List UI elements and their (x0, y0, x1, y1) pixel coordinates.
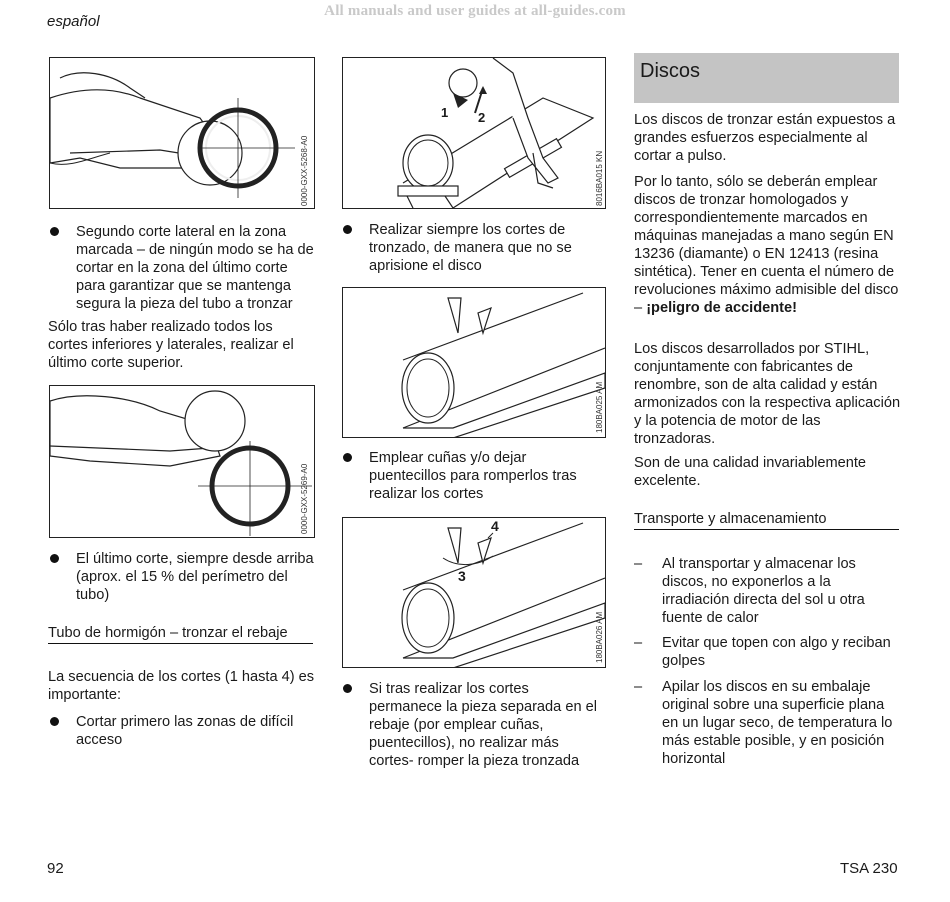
bullet-item (341, 449, 603, 503)
bullet-text: Realizar siempre los cortes de tronzado, de manera que no se aprisione el disco (369, 222, 572, 274)
paragraph: La secuencia de los cortes (1 hasta 4) es importante: (48, 669, 315, 703)
figure-code: 8016BA015 KN (595, 150, 604, 206)
bullet-text: El último corte, siempre desde arriba (aprox. el 15 % del perímetro del tubo) (76, 551, 314, 603)
bullet-text: Si tras realizar los cortes permanece la pieza separada en el rebaje (por emplear cuñas, puentecillos), no realizar más cortes- romper la pieza tronzada (369, 681, 597, 769)
paragraph: Los discos de tronzar están expuestos a grandes esfuerzos especialmente al cortar a pulso. (634, 112, 896, 164)
bullet-dot (50, 554, 59, 563)
dash-item (634, 678, 902, 768)
dash-text: Apilar los discos en su embalaje original sobre una superficie plana en un lugar seco, de temperatura lo más estable posible, y en posición horizontal (662, 679, 893, 767)
cut-sequence-illustration (343, 518, 606, 668)
figure-last-cut (49, 385, 315, 538)
paragraph: Son de una calidad invariablemente excelente. (634, 455, 867, 489)
bullet-item (48, 713, 316, 749)
figure-cut-sequence (342, 517, 606, 668)
figure-label: 3 (458, 568, 466, 584)
page-number: 92 (47, 860, 64, 877)
bullet-text: Cortar primero las zonas de difícil acceso (76, 714, 294, 748)
bullet-text: Emplear cuñas y/o dejar puentecillos para romperlos tras realizar los cortes (369, 450, 577, 502)
dash-marker: – (634, 635, 643, 651)
language-label: español (47, 13, 100, 30)
paragraph: Los discos desarrollados por STIHL, conjuntamente con fabricantes de renombre, son de alta calidad y están armonizados con la respectiva aplicación y la potencia de motor de las tronzadoras. (634, 341, 901, 447)
paragraph-text: Por lo tanto, sólo se deberán emplear discos de tronzar homologados y correspondientemente marcados en máquinas manejadas a mano según EN 13236 (diamante) o EN 12413 (resina sintética). Tener en cuenta el número de revoluciones máximo admisible del disco – (634, 174, 899, 316)
bullet-item (48, 550, 316, 604)
figure-label: 2 (478, 110, 486, 125)
paragraph: Sólo tras haber realizado todos los cortes inferiores y laterales, realizar el último corte superior. (48, 319, 294, 371)
bullet-text: Segundo corte lateral en la zona marcada – de ningún modo se ha de cortar en la zona del último corte para garantizar que se mantenga segura la pieza del tubo a tronzar (76, 224, 314, 312)
section-title: Discos (640, 60, 701, 82)
figure-label: 4 (491, 518, 499, 534)
model-name: TSA 230 (840, 860, 898, 877)
figure-label: 1 (441, 105, 449, 120)
dash-text: Al transportar y almacenar los discos, no exponerlos a la irradiación directa del sol u otra fuente de calor (662, 556, 865, 626)
bullet-dot (50, 227, 59, 236)
bullet-dot (343, 453, 352, 462)
last-cut-illustration (50, 386, 315, 538)
figure-pipe-cut (342, 57, 606, 209)
figure-code: 180BA025 AM (595, 381, 604, 433)
dash-item (634, 634, 902, 670)
lateral-cut-illustration (50, 58, 315, 209)
section-heading: Tubo de hormigón – tronzar el rebaje (48, 624, 313, 644)
bullet-dot (50, 717, 59, 726)
watermark: All manuals and user guides at all-guides.com (324, 3, 626, 19)
pipe-cut-illustration (343, 58, 606, 209)
paragraph (634, 173, 902, 317)
figure-code: 0000-GXX-5269-A0 (300, 463, 309, 534)
figure-wedges (342, 287, 606, 438)
bullet-item (341, 221, 603, 275)
bullet-dot (343, 225, 352, 234)
dash-marker: – (634, 679, 643, 695)
wedges-illustration (343, 288, 606, 438)
figure-lateral-cut (49, 57, 315, 209)
section-heading: Transporte y almacenamiento (634, 510, 899, 530)
bullet-dot (343, 684, 352, 693)
bullet-item (341, 680, 605, 770)
dash-text: Evitar que topen con algo y reciban golpes (662, 635, 891, 669)
bullet-item (48, 223, 316, 313)
warning-text: ¡peligro de accidente! (646, 300, 798, 316)
figure-code: 0000-GXX-5268-A0 (300, 135, 309, 206)
figure-code: 180BA026 AM (595, 611, 604, 663)
dash-item (634, 555, 902, 627)
dash-marker: – (634, 556, 643, 572)
